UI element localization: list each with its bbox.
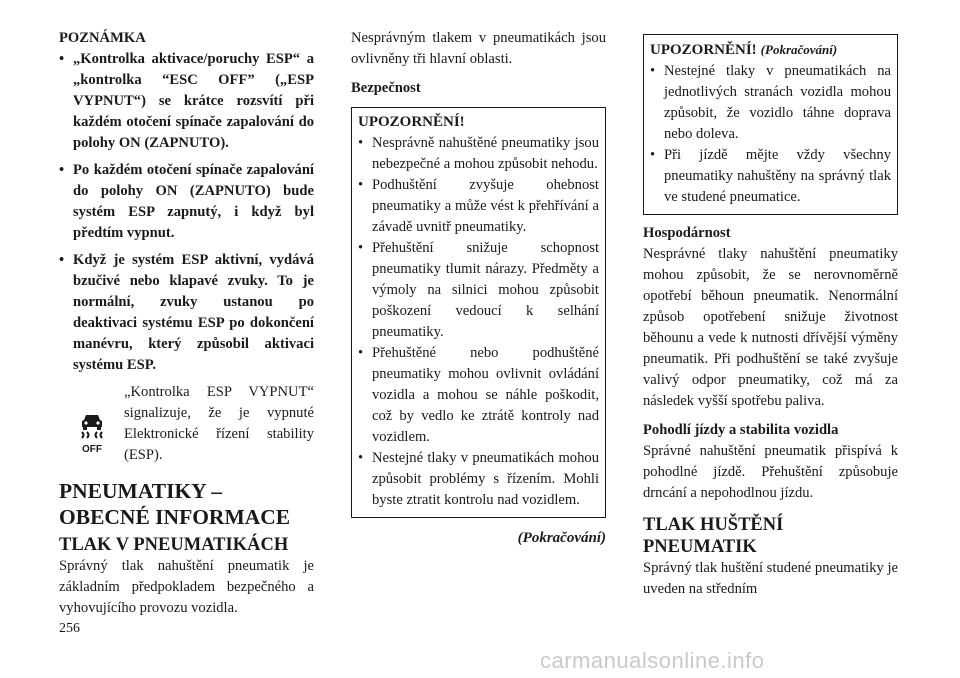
warning-list	[650, 61, 891, 208]
warning-title: UPOZORNĚNÍ!	[358, 114, 465, 130]
areas-paragraph: Nesprávným tlakem v pneumatikách jsou ovlivněny tři hlavní oblasti.	[351, 30, 606, 67]
warning-box-continued	[643, 34, 898, 215]
warning-box	[351, 107, 606, 518]
warning-list	[358, 133, 599, 511]
warning-title-text: UPOZORNĚNÍ!	[650, 42, 757, 58]
comfort-paragraph: Správné nahuštění pneumatik přispívá k pohodlné jízdě. Přehuštění způsobuje drncání a nepohodlnou jízdu.	[643, 443, 898, 501]
warning-continued-label: (Pokračování)	[760, 42, 838, 57]
column-right	[643, 28, 898, 600]
note-item: • Po každém otočení spínače zapalování do polohy ON (ZAPNUTO) bude systém ESP zapnutý, i když byl předtím vypnut.	[59, 160, 314, 244]
pressure-heading: TLAK HUŠTĚNÍ PNEUMATIK	[643, 515, 784, 557]
warning-item: • Podhuštění zvyšuje ohebnost pneumatiky a může vést k přehřívání a závadě uvnitř pneumatiky.	[358, 175, 599, 238]
note-item: • „Kontrolka aktivace/poruchy ESP“ a „kontrolka “ESC OFF” („ESP VYPNUT“) se krátce rozsvítí při každém otočení spínače zapalování do polohy ON (ZAPNUTO).	[59, 49, 314, 154]
column-middle	[351, 28, 606, 549]
warning-title	[650, 39, 891, 61]
warning-item: • Nesprávně nahuštěné pneumatiky jsou nebezpečné a mohou způsobit nehodu.	[358, 133, 599, 175]
section-heading: PNEUMATIKY – OBECNÉ INFORMACE	[59, 479, 291, 529]
warning-item: • Při jízdě mějte vždy všechny pneumatiky nahuštěny na správný tlak ve studené pneumatice.	[650, 145, 891, 208]
continued-label: (Pokračování)	[517, 530, 606, 546]
comfort-subhead: Pohodlí jízdy a stabilita vozidla	[643, 422, 839, 438]
subsection-heading: TLAK V PNEUMATIKÁCH	[59, 535, 289, 555]
economy-subhead: Hospodárnost	[643, 225, 731, 241]
warning-item: • Přehuštěné nebo podhuštěné pneumatiky mohou ovlivnit ovládání vozidla a mohou se náhle poškodit, což by vedlo ke ztrátě kontroly nad vozidlem.	[358, 343, 599, 448]
esp-description: „Kontrolka ESP VYPNUT“ signalizuje, že je vypnuté Elektronické řízení stability (ESP).	[124, 384, 314, 463]
esp-icon-label: OFF	[82, 444, 102, 454]
intro-paragraph: Správný tlak nahuštění pneumatik je základním předpokladem bezpečného a vyhovujícího provozu vozidla.	[59, 558, 314, 616]
warning-item: • Nestejné tlaky v pneumatikách mohou způsobit problémy s řízením. Mohli byste ztratit kontrolu nad vozidlem.	[358, 448, 599, 511]
note-title: POZNÁMKA	[59, 30, 146, 46]
column-left	[59, 28, 314, 619]
economy-paragraph: Nesprávné tlaky nahuštění pneumatiky mohou způsobit, že se nerovnoměrně opotřebí běhoun pneumatik. Nenormální způsob opotřebení snižuje životnost běhounu a vede k nutnosti dřívější výměny pneumatik. Při podhuštění se také zvyšuje valivý odpor pneumatiky, což má za následek vyšší spotřebu paliva.	[643, 246, 898, 409]
note-list	[59, 49, 314, 376]
safety-subhead: Bezpečnost	[351, 80, 421, 96]
pressure-paragraph: Správný tlak huštění studené pneumatiky je uveden na středním	[643, 560, 898, 597]
esp-off-indicator	[59, 382, 314, 466]
note-item: • Když je systém ESP aktivní, vydává bzučivé nebo klapavé zvuky. To je normální, zvuky ustanou po deaktivaci systému ESP po dokončení manévru, který způsobil aktivaci systému ESP.	[59, 250, 314, 376]
esp-off-icon	[77, 412, 107, 454]
page-number: 256	[59, 621, 80, 636]
warning-item: • Nestejné tlaky v pneumatikách na jednotlivých stranách vozidla mohou způsobit, že vozidlo táhne doprava nebo doleva.	[650, 61, 891, 145]
warning-item: • Přehuštění snižuje schopnost pneumatiky tlumit nárazy. Předměty a výmoly na silnici mohou způsobit poškození vedoucí k selhání pneumatiky.	[358, 238, 599, 343]
watermark: carmanualsonline.info	[540, 648, 765, 673]
